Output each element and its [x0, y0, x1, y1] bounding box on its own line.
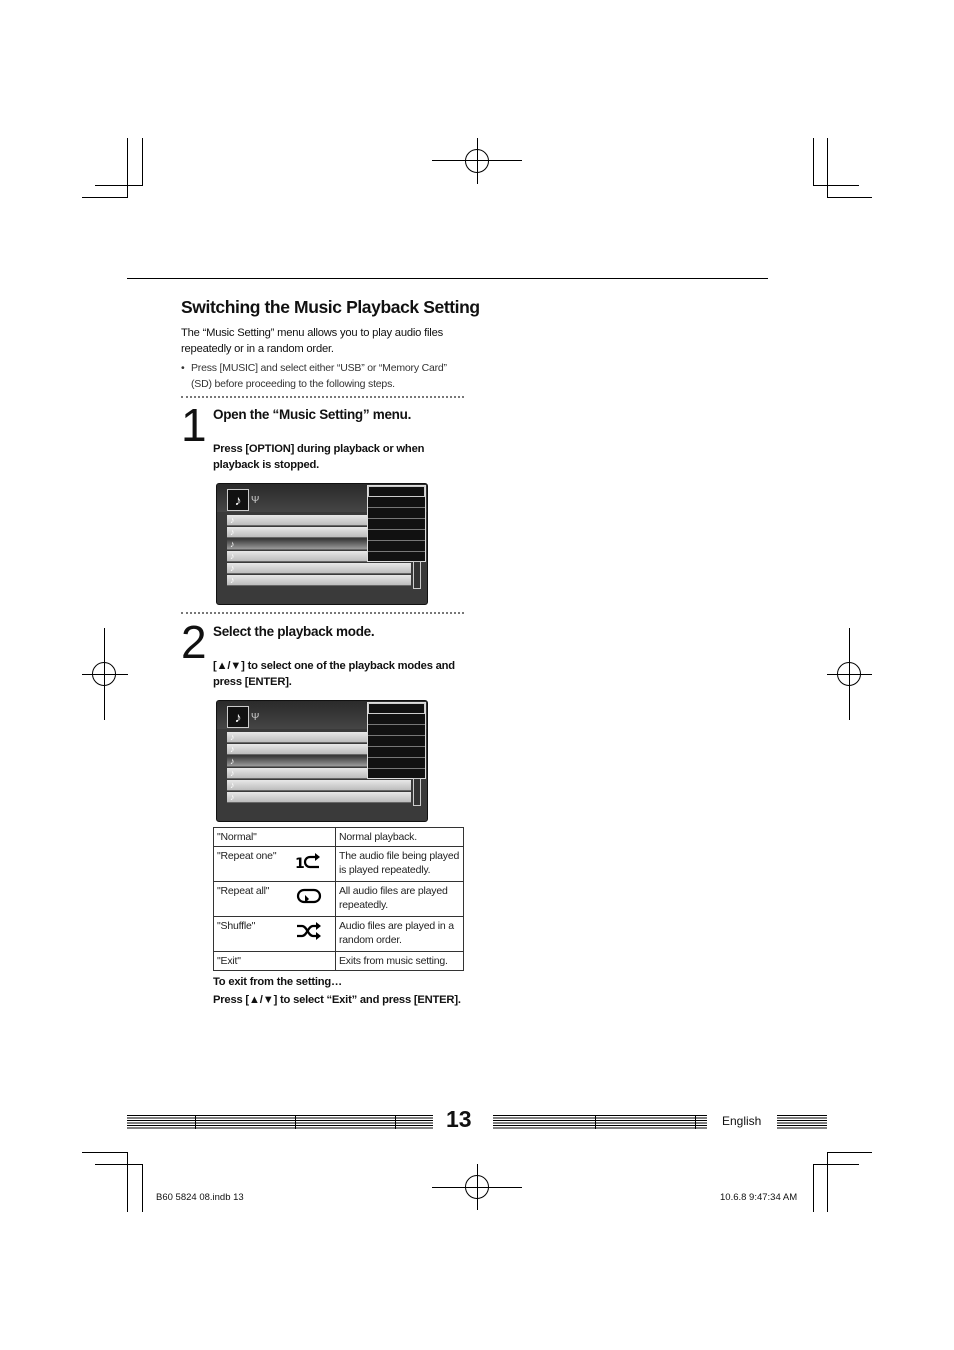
svg-text:1: 1	[295, 856, 305, 871]
track-row: ♪	[227, 515, 411, 526]
table-row	[214, 847, 464, 882]
playback-mode-table	[213, 827, 464, 971]
track-row: ♪	[227, 563, 411, 574]
step-number: 2	[181, 616, 207, 668]
table-row	[214, 828, 464, 847]
track-row: ♪	[227, 744, 411, 755]
track-row: ♪	[227, 780, 411, 791]
track-row: ♪	[227, 792, 411, 803]
track-row: ♪	[227, 575, 411, 586]
step-heading: Open the “Music Setting” menu.	[213, 407, 412, 422]
music-note-icon: ♪	[227, 706, 249, 728]
mode-description: Audio files are played in a random order.	[336, 917, 464, 952]
bullet-mark: •	[181, 362, 185, 374]
track-row: ♪	[227, 732, 411, 743]
step-description: Press [OPTION] during playback or when playback is stopped.	[213, 443, 425, 471]
mode-name: "Repeat one"	[217, 850, 277, 862]
usb-icon: Ψ	[251, 495, 260, 506]
exit-instruction: Press [▲/▼] to select “Exit” and press [ENTER].	[213, 994, 461, 1006]
bullet-text: Press [MUSIC] and select either “USB” or “Memory Card” (SD) before proceeding to the following steps.	[191, 362, 447, 390]
track-row: ♪	[227, 527, 411, 538]
dotted-divider	[181, 396, 464, 398]
repeat-one-icon	[295, 851, 323, 875]
mode-description: Normal playback.	[336, 828, 464, 847]
mode-name: "Repeat all"	[217, 885, 270, 897]
step-number: 1	[181, 399, 207, 451]
mode-description: Exits from music setting.	[336, 952, 464, 971]
step-heading: Select the playback mode.	[213, 624, 375, 639]
music-setting-screenshot	[216, 483, 428, 605]
dotted-divider	[181, 612, 464, 614]
track-row: ♪	[227, 768, 411, 779]
section-title: Switching the Music Playback Setting	[181, 297, 480, 317]
playback-mode-screenshot	[216, 700, 428, 822]
scrollbar	[413, 778, 421, 806]
intro-text: The “Music Setting” menu allows you to play audio files repeatedly or in a random order.	[181, 327, 443, 355]
top-rule	[127, 278, 768, 279]
scrollbar	[413, 561, 421, 589]
bullet-note	[181, 360, 456, 392]
playback-mode-menu	[367, 702, 426, 779]
usb-icon: Ψ	[251, 712, 260, 723]
mode-name: "Normal"	[214, 828, 336, 847]
repeat-all-icon	[295, 886, 323, 910]
exit-heading: To exit from the setting…	[213, 976, 343, 988]
shuffle-icon	[295, 921, 323, 945]
music-note-icon: ♪	[227, 489, 249, 511]
print-slug-file: B60 5824 08.indb 13	[156, 1192, 244, 1203]
option-menu	[367, 485, 426, 562]
step-description: [▲/▼] to select one of the playback modes and press [ENTER].	[213, 660, 455, 688]
language-label: English	[722, 1114, 762, 1128]
mode-description: The audio file being played is played repeatedly.	[336, 847, 464, 882]
track-row-selected: ♪	[227, 539, 411, 550]
mode-name: "Exit"	[214, 952, 336, 971]
mode-name: "Shuffle"	[217, 920, 256, 932]
table-row	[214, 917, 464, 952]
page-number: 13	[446, 1106, 472, 1132]
table-row	[214, 952, 464, 971]
track-row-selected: ♪	[227, 756, 411, 767]
print-slug-timestamp: 10.6.8 9:47:34 AM	[720, 1192, 798, 1203]
table-row	[214, 882, 464, 917]
mode-description: All audio files are played repeatedly.	[336, 882, 464, 917]
track-row: ♪	[227, 551, 411, 562]
